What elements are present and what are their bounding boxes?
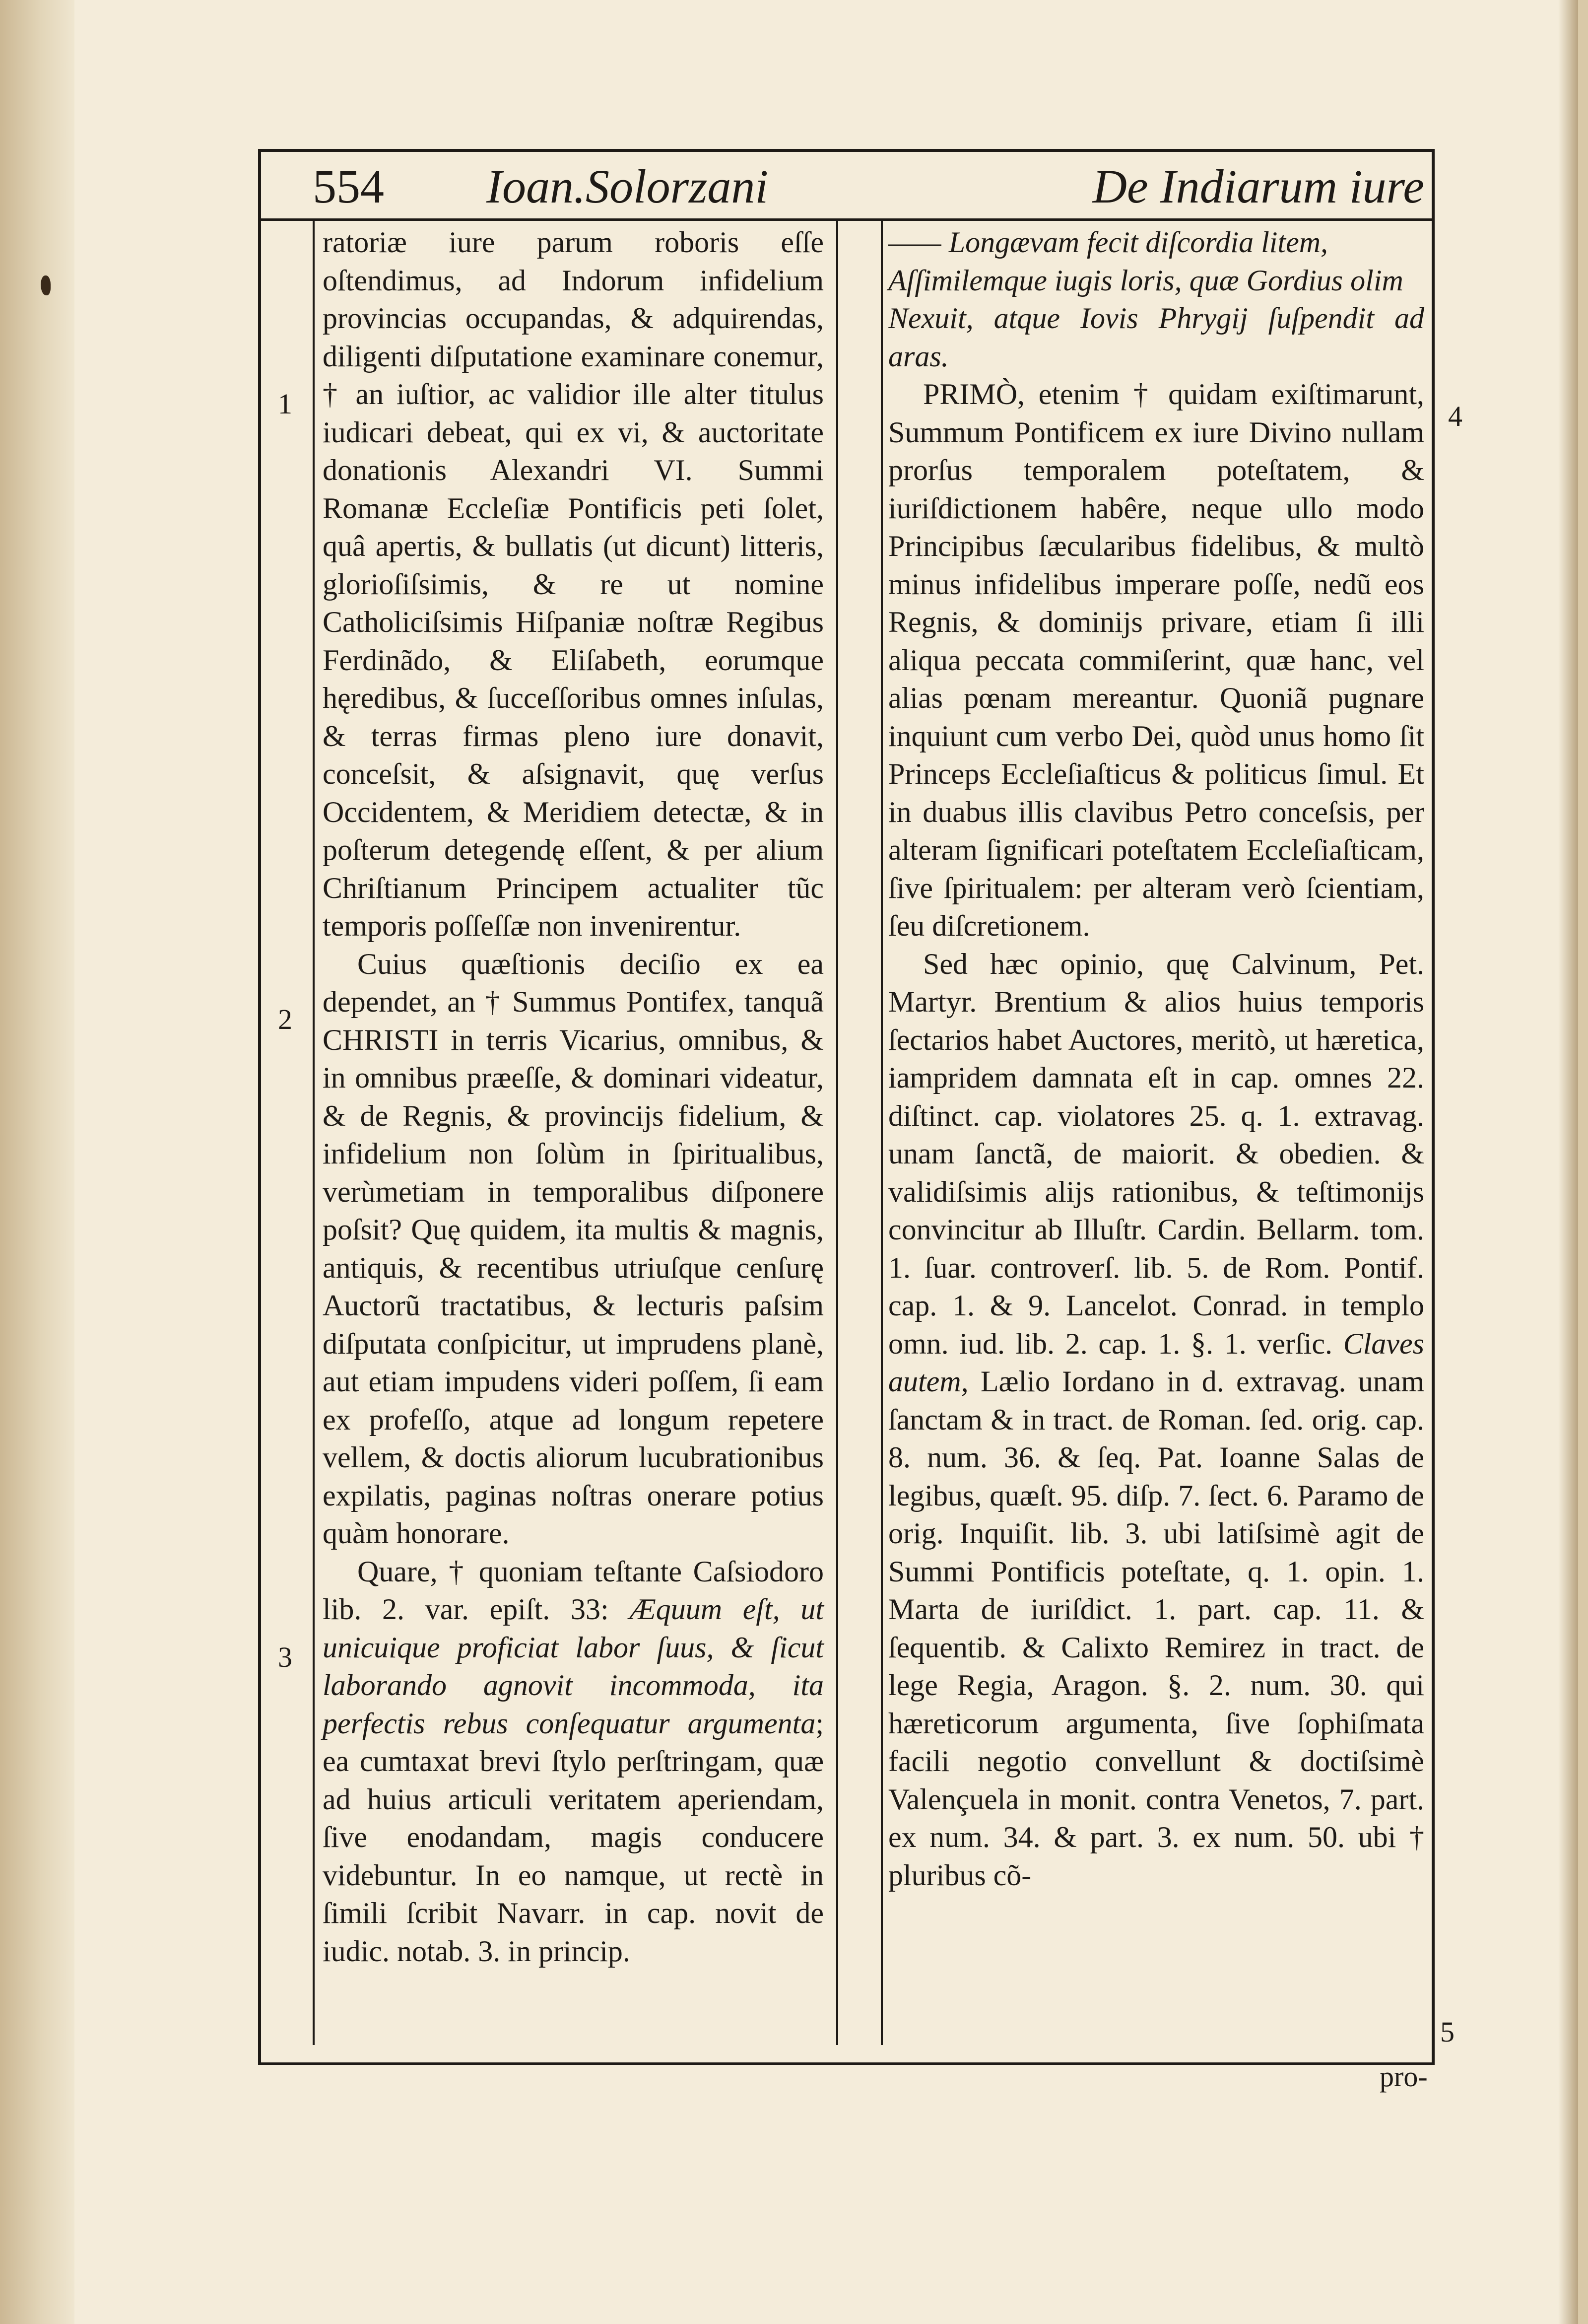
frame-bottom-rule bbox=[258, 2062, 1434, 2065]
verse-line: Nexuit, atque Iovis Phrygij ſuſpendit ad aras. bbox=[888, 302, 1424, 373]
paragraph bbox=[323, 1553, 824, 1971]
column-divider-right bbox=[881, 218, 883, 2045]
text-run: Sed hæc opinio, quę Calvinum, Pet. Martyr. Brentium & alios huius temporis ſectarios habet Auctores, meritò, ut hæretica, iampridem damnata eſt in cap. omnes 22. diſtinct. cap. violatores 25. q. 1. extravag. unam ſanctã, de maiorit. & obedien. & validiſsimis alijs rationibus, & teſtimonijs convincitur ab Illuſtr. Cardin. Bellarm. tom. 1. ſuar. controverſ. lib. 5. de Rom. Pontif. cap. 1. & 9. Lancelot. Conrad. in templo omn. iud. lib. 2. cap. 1. §. 1. verſic. bbox=[888, 947, 1424, 1360]
catchword: pro- bbox=[1380, 2060, 1428, 2093]
left-text-column bbox=[323, 223, 824, 1970]
italic-citation: Claves autem bbox=[888, 1327, 1424, 1398]
paragraph: ratoriæ iure parum roboris eſſe oſtendimus, ad Indorum infidelium provincias occupandas, & adquirendas, diligenti diſputatione examinare conemur, † an iuſtior, ac validior ille alter titulus iudicari debeat, qui ex vi, & auctoritate donationis Alexandri VI. Summi Romanæ Eccleſiæ Pontificis peti ſolet, quâ apertis, & bullatis (ut dicunt) litteris, glorioſiſsimis, & re ut nomine Catholiciſsimis Hiſpaniæ noſtræ Regibus Ferdinãdo, & Eliſabeth, eorumque hęredibus, & ſucceſſoribus omnes inſulas, & terras firmas pleno iure donavit, conceſsit, & aſsignavit, quę verſus Occidentem, & Meridiem detectæ, & in poſterum detegendę eſſent, & per alium Chriſtianum Principem actualiter tũc temporis poſſeſſæ non invenirentur. bbox=[323, 226, 824, 942]
running-author: Ioan.Solorzani bbox=[486, 160, 769, 213]
verse-line: —— Longævam fecit diſcordia litem, bbox=[888, 226, 1328, 259]
paragraph bbox=[888, 945, 1424, 1895]
paragraph: PRIMÒ, etenim † quidam exiſtimarunt, Summum Pontificem ex iure Divino nullam prorſus temporalem poteſtatem, & iuriſdictionem habêre, neque ullo modo Principibus ſæcularibus fidelibus, & multò minus infidelibus imperare poſſe, nedũ eos Regnis, & dominijs privare, etiam ſi illi aliqua peccata commiſerint, quæ hanc, vel alias pœnam mereantur. Quoniã pugnare inquiunt cum verbo Dei, quòd unus homo ſit Princeps Eccleſiaſticus & politicus ſimul. Et in duabus illis clavibus Petro conceſsis, per alteram ſignificari poteſtatem Eccleſiaſticam, ſive ſpiritualem: per alteram verò ſcientiam, ſeu diſcretionem. bbox=[888, 378, 1424, 942]
text-run: Quare, † quoniam teſtante Caſsiodoro lib. 2. var. epiſt. 33: bbox=[323, 1555, 824, 1626]
column-divider-left bbox=[836, 218, 838, 2045]
page-number: 554 bbox=[313, 160, 384, 213]
right-text-column bbox=[888, 223, 1424, 1894]
margin-number: 1 bbox=[278, 388, 292, 420]
paragraph: Cuius quæſtionis deciſio ex ea dependet, an † Summus Pontifex, tanquã CHRISTI in terris Vicarius, omnibus, & in omnibus præeſſe, & dominari videatur, & de Regnis, & provincijs fidelium, & infidelium non ſolùm in ſpiritualibus, verùmetiam in temporalibus diſponere poſsit? Quę quidem, ita multis & magnis, antiquis, & recentibus utriuſque cenſurę Auctorũ tractatibus, & lecturis paſsim diſputata conſpicitur, ut imprudens planè, aut etiam impudens videri poſſem, ſi eam ex profeſſo, atque ad longum repetere vellem, & doctis aliorum lucubrationibus expilatis, paginas noſtras onerare potius quàm honorare. bbox=[323, 947, 824, 1550]
page-edge-shadow bbox=[1558, 0, 1578, 2324]
verse-line: Aſſimilemque iugis loris, quæ Gordius olim bbox=[888, 264, 1403, 297]
running-header bbox=[258, 149, 1434, 223]
frame-right-rule bbox=[1432, 149, 1435, 2065]
ink-blot bbox=[41, 275, 51, 295]
text-run: ; ea cumtaxat brevi ſtylo perſtringam, quæ ad huius articuli veritatem aperiendam, ſive enodandam, magis conducere videbuntur. In eo namque, ut rectè in ſimili ſcribit Navarr. in cap. novit de iudic. notab. 3. in princip. bbox=[323, 1707, 824, 1968]
margin-number: 4 bbox=[1448, 400, 1462, 432]
book-gutter-edge bbox=[0, 0, 74, 2324]
text-run: , Lælio Iordano in d. extravag. unam ſanctam & in tract. de Roman. ſed. orig. cap. 8. num. 36. & ſeq. Pat. Ioanne Salas de legibus, quæſt. 95. diſp. 7. ſect. 6. Paramo de orig. Inquiſit. lib. 3. ubi latiſsimè agit de Summi Pontificis poteſtate, q. 1. opin. 1. Marta de iuriſdict. 1. part. cap. 11. & ſequentib. & Calixto Remirez in tract. de lege Regia, Aragon. §. 2. num. 30. qui hæreticorum argumenta, ſive ſophiſmata facili negotio convellunt & doctiſsimè Valençuela in monit. contra Venetos, 7. part. ex num. 34. & part. 3. ex num. 50. ubi † pluribus cõ- bbox=[888, 1365, 1424, 1892]
margin-number: 5 bbox=[1440, 2016, 1455, 2048]
frame-left-rule bbox=[258, 149, 261, 2065]
italic-quotation: Æquum eſt, ut unicuique proficiat labor ſuus, & ſicut laborando agnovit incommoda, ita perfectis rebus conſequatur argumenta bbox=[323, 1593, 824, 1740]
running-title: De Indiarum iure bbox=[1092, 160, 1424, 213]
margin-number: 3 bbox=[278, 1641, 292, 1673]
margin-number: 2 bbox=[278, 1003, 292, 1035]
inner-left-rule bbox=[313, 218, 315, 2045]
